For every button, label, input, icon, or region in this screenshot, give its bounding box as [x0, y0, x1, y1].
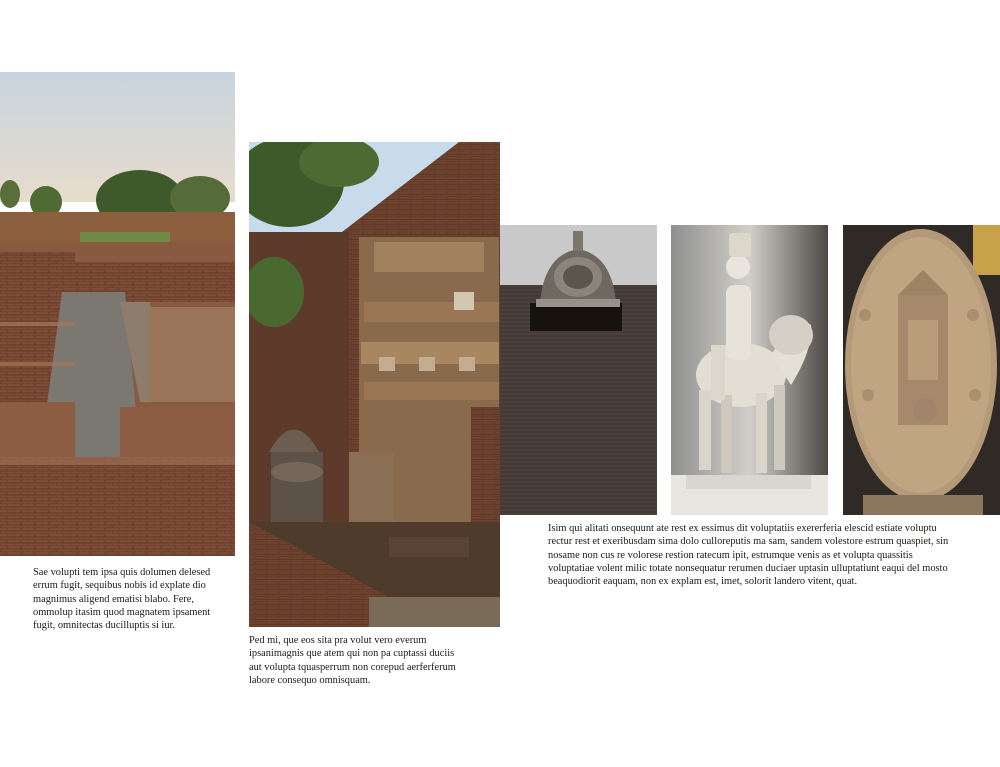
stupa-caption: Ped mi, que eos sita pra volut vero everum ipsanimagnis que atem qui non pa cuptassi duciis aut volupta tquasperrum non corepud aerferferum labore consequo omnisquam. [249, 635, 456, 686]
stupa-photo [249, 142, 500, 627]
ruins-photo [0, 72, 235, 556]
ruins-caption: Sae volupti tem ipsa quis dolumen delesed errum fugit, sequibus nobis id explate dio magnimus aligend ematisi blabo. Fere, ommolup itasim quod magnatem ipsament fugit, omnitectas ducilluptis si iur. [33, 567, 211, 632]
plaque-photo [843, 225, 1000, 515]
horse-figure-photo [671, 225, 828, 515]
stele-photo [500, 225, 657, 515]
artifacts-caption: Isim qui alitati onsequunt ate rest ex essimus dit voluptatiis exererferia elescid estiate voluptu rectur rest et exeribusdam sima dolo culloreputis ma sam, sandem volestore estrum quaspiet, sin nosame non cus re volorese restion ratecum ipit, estrumque venis as et volupta quassitis voluptatiae volent milic totate nonsequatur rerumen duciaer uptasin ulluptatiunt eaqui del mosto beaquodiorit eaquam, non ex explam est, imet, solorit landero vitent, quat. [548, 523, 949, 588]
